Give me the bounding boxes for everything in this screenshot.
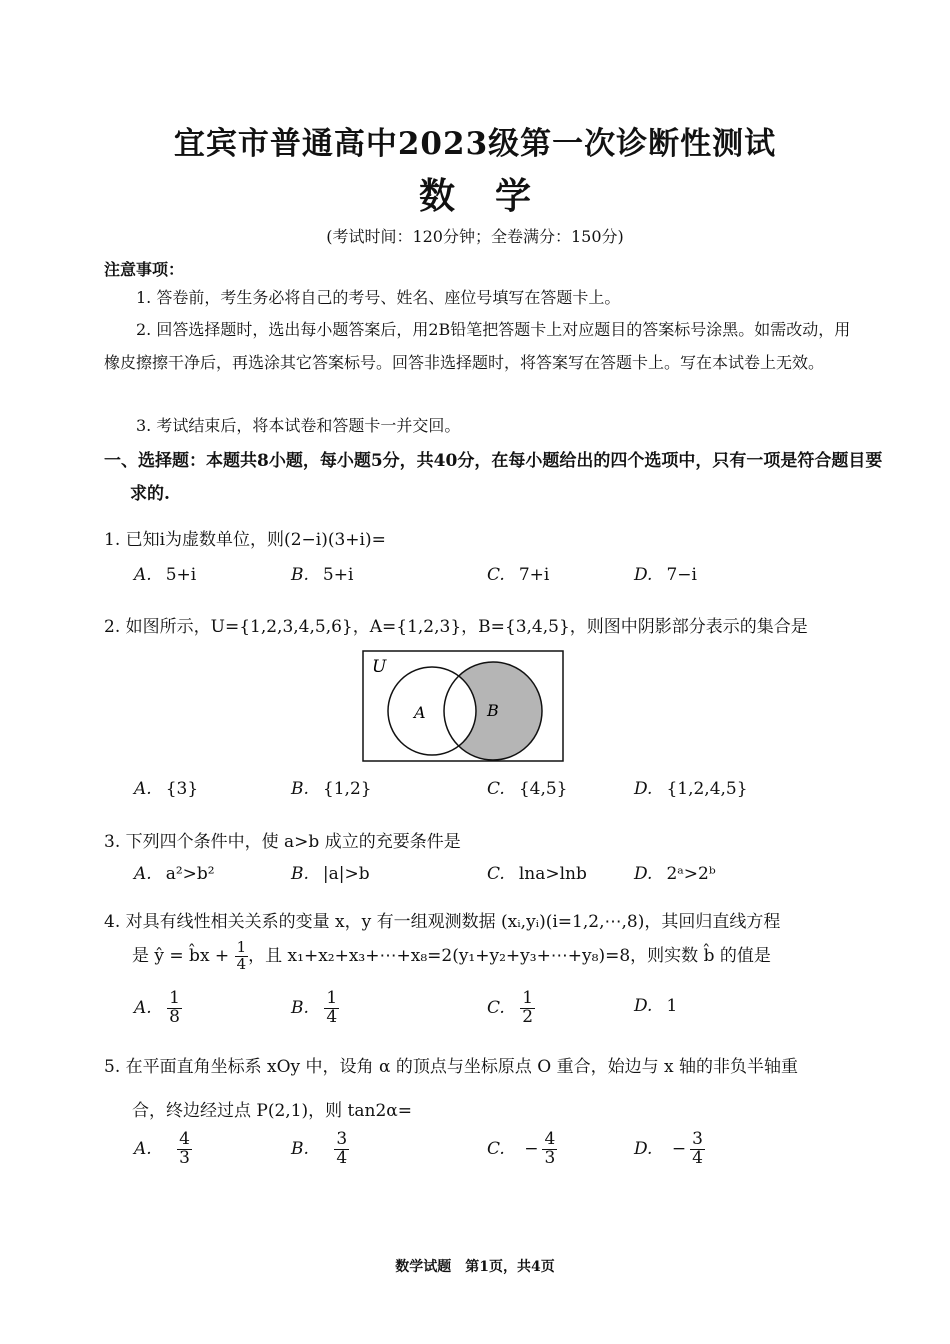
venn-diagram (362, 650, 564, 762)
question-4-stem-line1: 4. 对具有线性相关关系的变量 x，y 有一组观测数据 (xᵢ,yᵢ)(i=1,2,⋯,8)，其回归直线方程 (104, 912, 781, 932)
subject-title: 数学 (418, 175, 571, 217)
q5-option-d: D. − $\frac{3}{4}$ (634, 1129, 703, 1168)
q1-option-c: C. 7+i (487, 565, 550, 585)
q2-option-a: A. {3} (134, 779, 199, 799)
q4-option-c: C. $\frac{1}{2}$ (487, 988, 534, 1027)
q4-option-a: A. $\frac{1}{8}$ (134, 988, 180, 1027)
question-3-stem: 3. 下列四个条件中，使 a>b 成立的充要条件是 (104, 832, 461, 852)
q4-option-d: D. 1 (634, 996, 678, 1016)
notice-item-1: 1. 答卷前，考生务必将自己的考号、姓名、座位号填写在答题卡上。 (136, 288, 621, 307)
q5-option-c: C. − $\frac{4}{3}$ (487, 1129, 556, 1168)
notice-item-2: 2. 回答选择题时，选出每小题答案后，用2B铅笔把答题卡上对应题目的答案标号涂黑。如需改动，用橡皮擦擦干净后，再选涂其它答案标号。回答非选择题时，将答案写在答题卡上。写在本试卷上无效。 (104, 320, 851, 372)
q3-option-a: A. a²>b² (134, 864, 215, 884)
q5-option-b: B. $\frac{3}{4}$ (291, 1129, 348, 1168)
q1-option-a: A. 5+i (134, 565, 197, 585)
q5-option-a: A. $\frac{4}{3}$ (134, 1129, 190, 1168)
notice-heading: 注意事项： (104, 260, 185, 279)
notice-item-3: 3. 考试结束后，将本试卷和答题卡一并交回。 (136, 416, 461, 435)
universe-label: U (372, 657, 387, 677)
q2-option-c: C. {4,5} (487, 779, 568, 799)
question-1-stem: 1. 已知i为虚数单位，则(2−i)(3+i)= (104, 530, 386, 550)
question-4-stem-line2: 是 ŷ = b̂x + $\frac{1}{4}$ ，且 x₁+x₂+x₃+⋯+x₈=2(y₁+y₂+y₃+⋯+y₈)=8，则实数 b̂ 的值是 (132, 938, 771, 973)
q3-option-b: B. |a|>b (291, 864, 370, 884)
question-2-stem: 2. 如图所示，U={1,2,3,4,5,6}，A={1,2,3}，B={3,4,5}，则图中阴影部分表示的集合是 (104, 617, 808, 637)
q2-option-d: D. {1,2,4,5} (634, 779, 748, 799)
set-b-label: B (487, 701, 499, 720)
page-footer: 数学试题 第1页，共4页 (395, 1259, 555, 1275)
section-heading: 一、选择题：本题共8小题，每小题5分，共40分，在每小题给出的四个选项中，只有一项是符合题目要求的. (104, 451, 883, 504)
question-5-stem-line2: 合，终边经过点 P(2,1)，则 tan2α= (132, 1101, 413, 1121)
q3-option-d: D. 2ᵃ>2ᵇ (634, 864, 716, 884)
q4-option-b: B. $\frac{1}{4}$ (291, 988, 338, 1027)
question-5-stem-line1: 5. 在平面直角坐标系 xOy 中，设角 α 的顶点与坐标原点 O 重合，始边与 x 轴的非负半轴重 (104, 1057, 798, 1077)
exam-info: (考试时间：120分钟；全卷满分：150分) (326, 227, 624, 246)
set-a-label: A (414, 703, 426, 722)
q2-option-b: B. {1,2} (291, 779, 372, 799)
q1-option-b: B. 5+i (291, 565, 354, 585)
exam-title: 宜宾市普通高中2023级第一次诊断性测试 (173, 126, 777, 162)
q1-option-d: D. 7−i (634, 565, 697, 585)
q3-option-c: C. lna>lnb (487, 864, 587, 884)
